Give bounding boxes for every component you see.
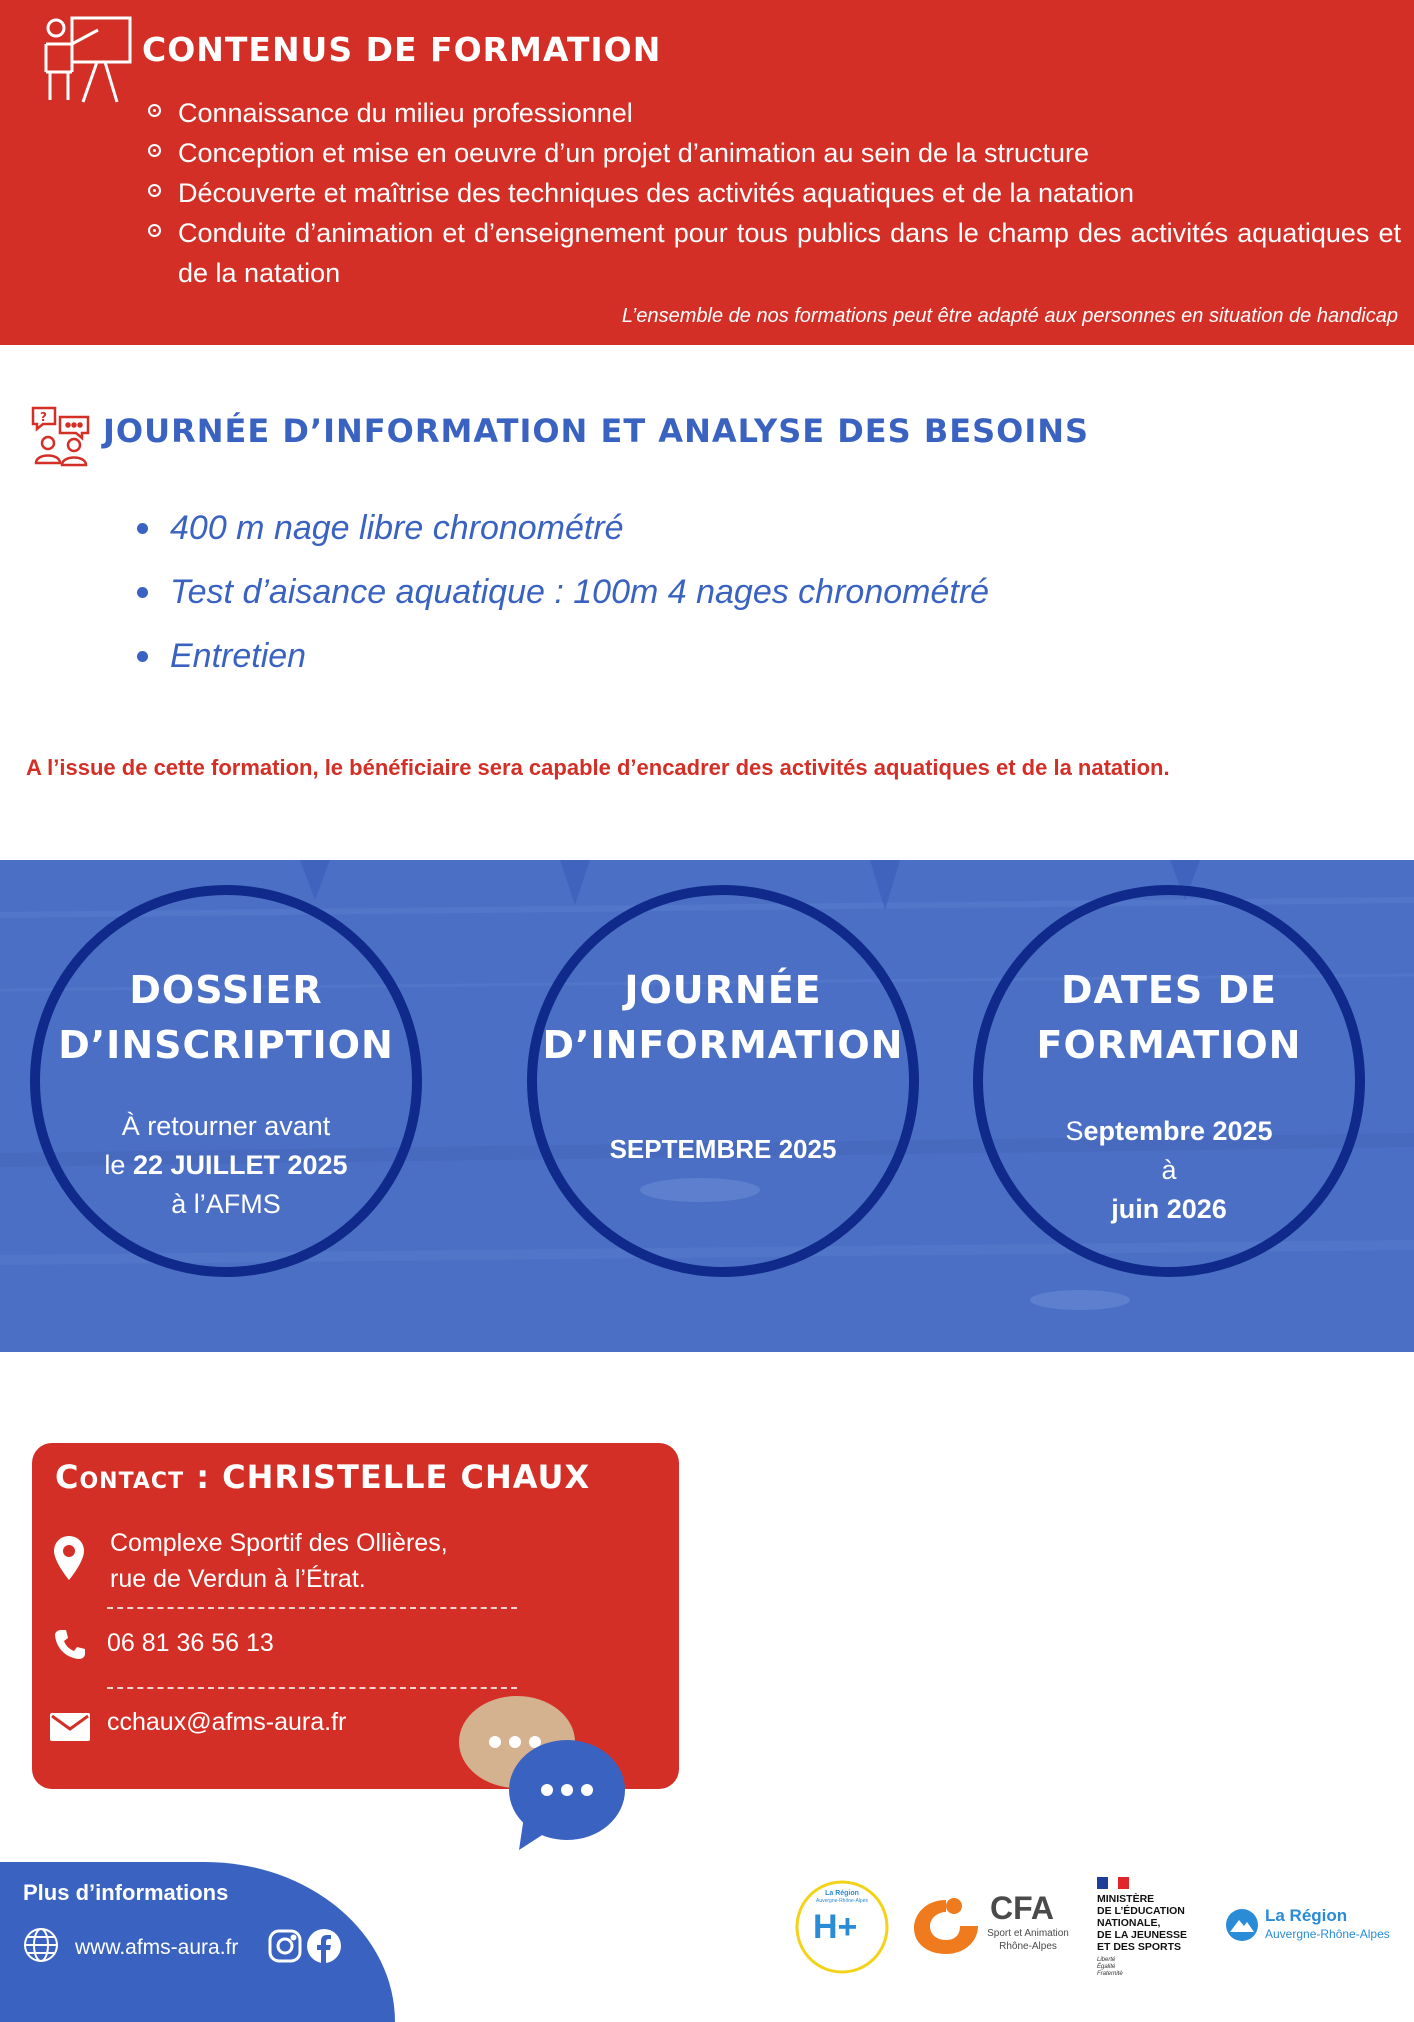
circle-title-line: DOSSIER xyxy=(129,968,323,1012)
info-day-date: SEPTEMBRE 2025 xyxy=(609,1134,837,1164)
ministry-logo: MINISTÈRE DE L’ÉDUCATION NATIONALE, DE LA JEUNESSE ET DES SPORTS Liberté Égalité Fraternité xyxy=(1095,1875,1205,1985)
contact-title: Contact : CHRISTELLE CHAUX xyxy=(55,1458,591,1496)
facebook-icon[interactable] xyxy=(306,1928,342,1969)
training-dates-separator: à xyxy=(1161,1155,1177,1185)
divider xyxy=(107,1607,517,1609)
globe-icon xyxy=(22,1926,60,1969)
french-flag-icon xyxy=(1097,1877,1129,1889)
registration-deadline-date: 22 JUILLET 2025 xyxy=(132,1150,348,1180)
circle-title-line: FORMATION xyxy=(1036,1023,1302,1067)
training-content-list xyxy=(148,93,1401,293)
list-item: Connaissance du milieu professionnel xyxy=(148,93,1401,133)
dates-band xyxy=(0,860,1414,1352)
contact-email[interactable]: cchaux@afms-aura.fr xyxy=(107,1708,347,1736)
training-content-banner xyxy=(0,0,1414,345)
footer-title: Plus d’informations xyxy=(23,1880,229,1905)
circle-title-line: JOURNÉE xyxy=(624,968,822,1012)
bullet-icon xyxy=(148,104,161,117)
training-start-date: Septembre 2025 xyxy=(1065,1116,1273,1146)
banner-title: CONTENUS DE FORMATION xyxy=(142,30,662,69)
contact-name: CHRISTELLE CHAUX xyxy=(222,1458,591,1496)
circle-title-line: DATES DE xyxy=(1061,968,1277,1012)
training-dates-circle xyxy=(973,885,1365,1277)
svg-text:?: ? xyxy=(40,410,47,424)
registration-destination: à l’AFMS xyxy=(171,1189,281,1219)
phone-icon xyxy=(54,1628,86,1665)
circle-title-line: D’INFORMATION xyxy=(542,1023,904,1067)
list-item: Conception et mise en oeuvre d’un projet d’animation au sein de la structure xyxy=(148,133,1401,173)
question-people-icon xyxy=(30,405,94,469)
handicap-note: L’ensemble de nos formations peut être adapté aux personnes en situation de handicap xyxy=(621,305,1398,327)
chat-bubbles-icon xyxy=(455,1690,635,1855)
training-end-date: juin 2026 xyxy=(1111,1194,1227,1224)
handicap-region-logo: La Région Auvergne-Rhône-Alpes H+ xyxy=(795,1880,889,1974)
bullet-icon xyxy=(148,224,161,237)
bullet-icon xyxy=(148,184,161,197)
registration-deadline-intro: À retourner avant xyxy=(121,1111,331,1141)
registration-deadline: le 22 JUILLET 2025 xyxy=(104,1150,348,1180)
training-outcome: A l’issue de cette formation, le bénéficiaire sera capable d’encadrer des activités aquatiques et de la natation. xyxy=(26,755,1170,780)
bullet-icon xyxy=(137,523,148,534)
presentation-icon xyxy=(42,14,134,104)
list-item: 400 m nage libre chronométré xyxy=(135,503,989,567)
list-item: Conduite d’animation et d’enseignement pour tous publics dans le champ des activités aquatiques et de la natation xyxy=(148,213,1401,293)
contact-phone[interactable]: 06 81 36 56 13 xyxy=(107,1629,274,1657)
registration-circle xyxy=(30,885,422,1277)
list-item: Entretien xyxy=(135,631,989,695)
info-day-list xyxy=(135,503,989,695)
website-link[interactable]: www.afms-aura.fr xyxy=(75,1936,239,1959)
circle-title-line: D’INSCRIPTION xyxy=(58,1023,394,1067)
bullet-icon xyxy=(137,651,148,662)
list-item: Test d’aisance aquatique : 100m 4 nages chronométré xyxy=(135,567,989,631)
bullet-icon xyxy=(137,587,148,598)
contact-address: Complexe Sportif des Ollières, rue de Verdun à l’Étrat. xyxy=(110,1529,448,1593)
info-day-title: JOURNÉE D’INFORMATION ET ANALYSE DES BESOINS xyxy=(103,412,1090,450)
divider xyxy=(107,1687,517,1689)
bullet-icon xyxy=(148,144,161,157)
cfa-logo: CFA Sport et Animation Rhône-Alpes xyxy=(910,1890,1070,1960)
location-pin-icon xyxy=(54,1536,84,1585)
instagram-icon[interactable] xyxy=(268,1929,302,1968)
list-item: Découverte et maîtrise des techniques des activités aquatiques et de la natation xyxy=(148,173,1401,213)
region-logo: La Région Auvergne-Rhône-Alpes xyxy=(1225,1905,1410,1945)
email-icon xyxy=(50,1713,90,1746)
region-mountain-icon xyxy=(1225,1908,1259,1942)
info-day-circle xyxy=(527,885,919,1277)
